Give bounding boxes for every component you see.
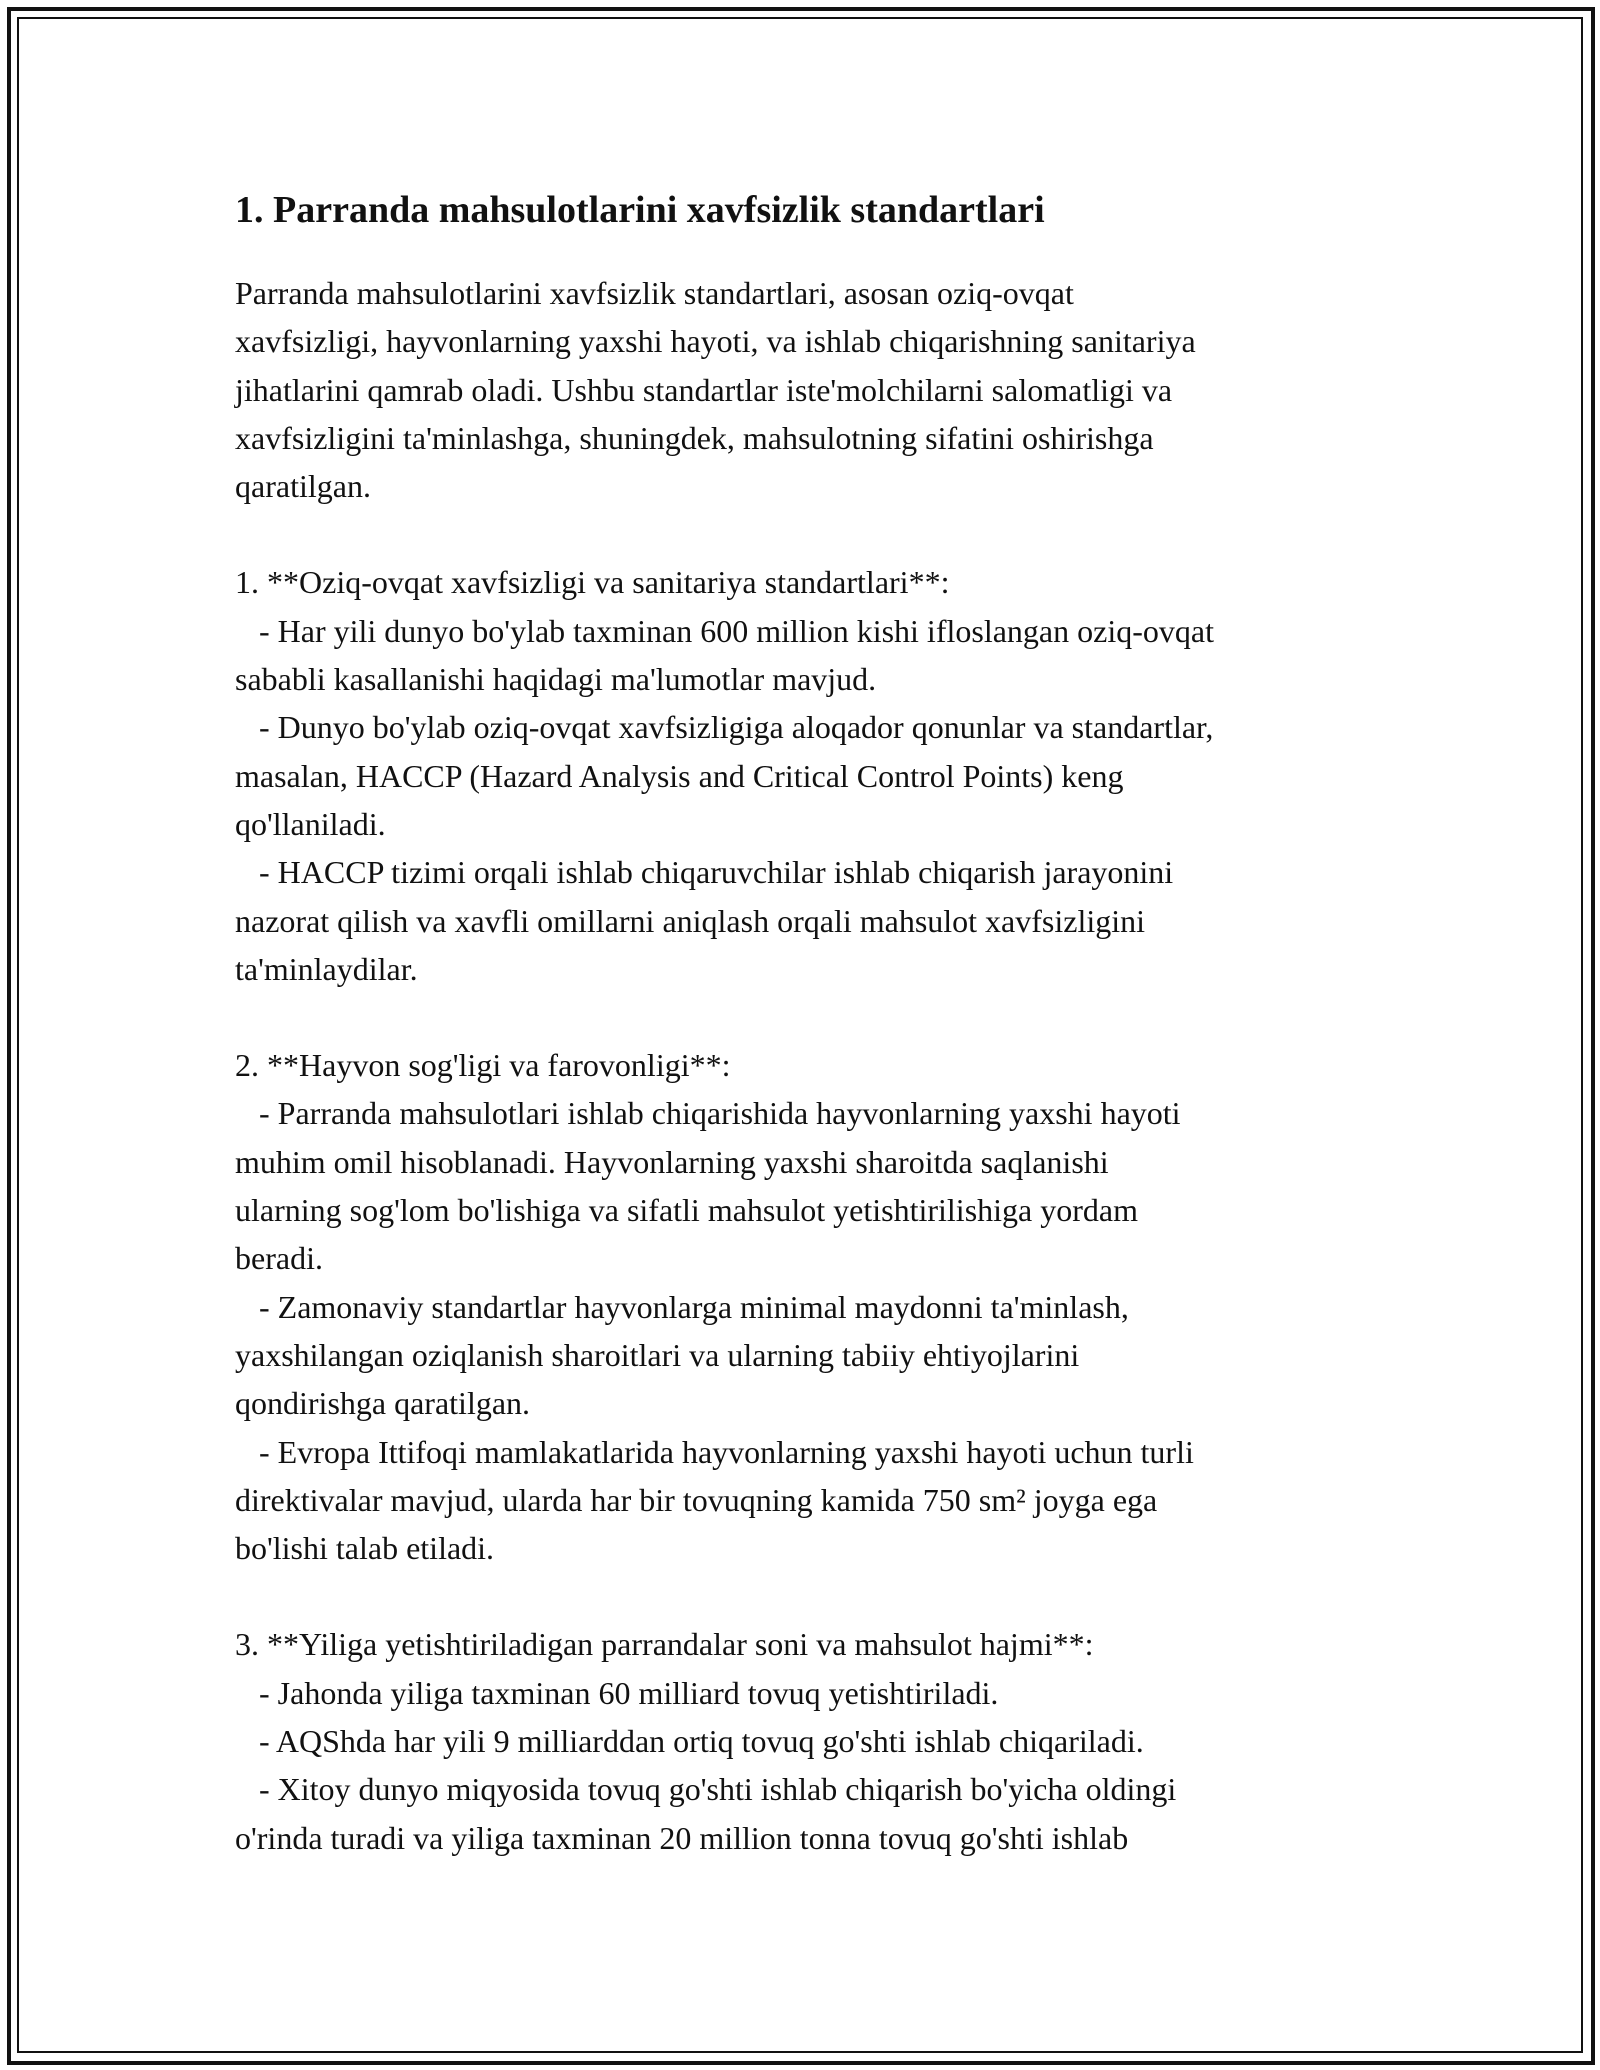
text-line: - Dunyo bo'ylab oziq-ovqat xavfsizligiga aloqador qonunlar va standartlar, — [235, 709, 1214, 746]
section-heading: 1. **Oziq-ovqat xavfsizligi va sanitariya standartlari**: — [235, 564, 950, 601]
document-body — [235, 185, 1380, 1910]
text-line: - AQShda har yili 9 milliarddan ortiq tovuq go'shti ishlab chiqariladi. — [235, 1723, 1144, 1760]
text-line: - Evropa Ittifoqi mamlakatlarida hayvonlarning yaxshi hayoti uchun turli — [235, 1433, 1194, 1470]
text-line: jihatlarini qamrab oladi. Ushbu standartlar iste'molchilarni salomatligi va — [235, 371, 1173, 408]
text-line: beradi. — [235, 1240, 323, 1277]
text-line: Parranda mahsulotlarini xavfsizlik standartlari, asosan oziq-ovqat — [235, 275, 1074, 311]
section-food-safety — [235, 558, 1380, 993]
text-line: masalan, HACCP (Hazard Analysis and Critical Control Points) keng — [235, 757, 1124, 794]
text-line: sababli kasallanishi haqidagi ma'lumotlar mavjud. — [235, 661, 877, 698]
text-line: qondirishga qaratilgan. — [235, 1385, 531, 1422]
text-line: - Parranda mahsulotlari ishlab chiqarishida hayvonlarning yaxshi hayoti — [235, 1095, 1181, 1132]
text-line: - Jahonda yiliga taxminan 60 milliard tovuq yetishtiriladi. — [235, 1674, 999, 1711]
text-line: muhim omil hisoblanadi. Hayvonlarning yaxshi sharoitda saqlanishi — [235, 1143, 1109, 1180]
text-line: ta'minlaydilar. — [235, 950, 418, 987]
text-line: direktivalar mavjud, ularda har bir tovuqning kamida 750 sm² joyga ega — [235, 1481, 1158, 1518]
section-heading: 2. **Hayvon sog'ligi va farovonligi**: — [235, 1047, 731, 1084]
section-heading: 3. **Yiliga yetishtiriladigan parrandalar soni va mahsulot hajmi**: — [235, 1626, 1094, 1663]
document-title: 1. Parranda mahsulotlarini xavfsizlik standartlari — [235, 189, 1045, 231]
text-line: o'rinda turadi va yiliga taxminan 20 million tonna tovuq go'shti ishlab — [235, 1819, 1129, 1856]
text-line: qo'llaniladi. — [235, 805, 386, 842]
text-line: nazorat qilish va xavfli omillarni aniqlash orqali mahsulot xavfsizligini — [235, 902, 1146, 939]
text-line: - Har yili dunyo bo'ylab taxminan 600 million kishi ifloslangan oziq-ovqat — [235, 612, 1214, 649]
intro-paragraph — [235, 269, 1380, 510]
text-line: - Xitoy dunyo miqyosida tovuq go'shti ishlab chiqarish bo'yicha oldingi — [235, 1771, 1177, 1808]
text-line: ularning sog'lom bo'lishiga va sifatli mahsulot yetishtirilishiga yordam — [235, 1192, 1138, 1229]
section-animal-welfare — [235, 1041, 1380, 1572]
text-line: - HACCP tizimi orqali ishlab chiqaruvchilar ishlab chiqarish jarayonini — [235, 854, 1174, 891]
text-line: xavfsizligi, hayvonlarning yaxshi hayoti, va ishlab chiqarishning sanitariya — [235, 323, 1196, 360]
text-line: yaxshilangan oziqlanish sharoitlari va ularning tabiiy ehtiyojlarini — [235, 1336, 1080, 1373]
section-production-volume — [235, 1620, 1380, 1861]
text-line: xavfsizligini ta'minlashga, shuningdek, mahsulotning sifatini oshirishga — [235, 419, 1154, 456]
text-line: - Zamonaviy standartlar hayvonlarga minimal maydonni ta'minlash, — [235, 1288, 1129, 1325]
text-line: qaratilgan. — [235, 468, 371, 505]
text-line: bo'lishi talab etiladi. — [235, 1530, 495, 1567]
